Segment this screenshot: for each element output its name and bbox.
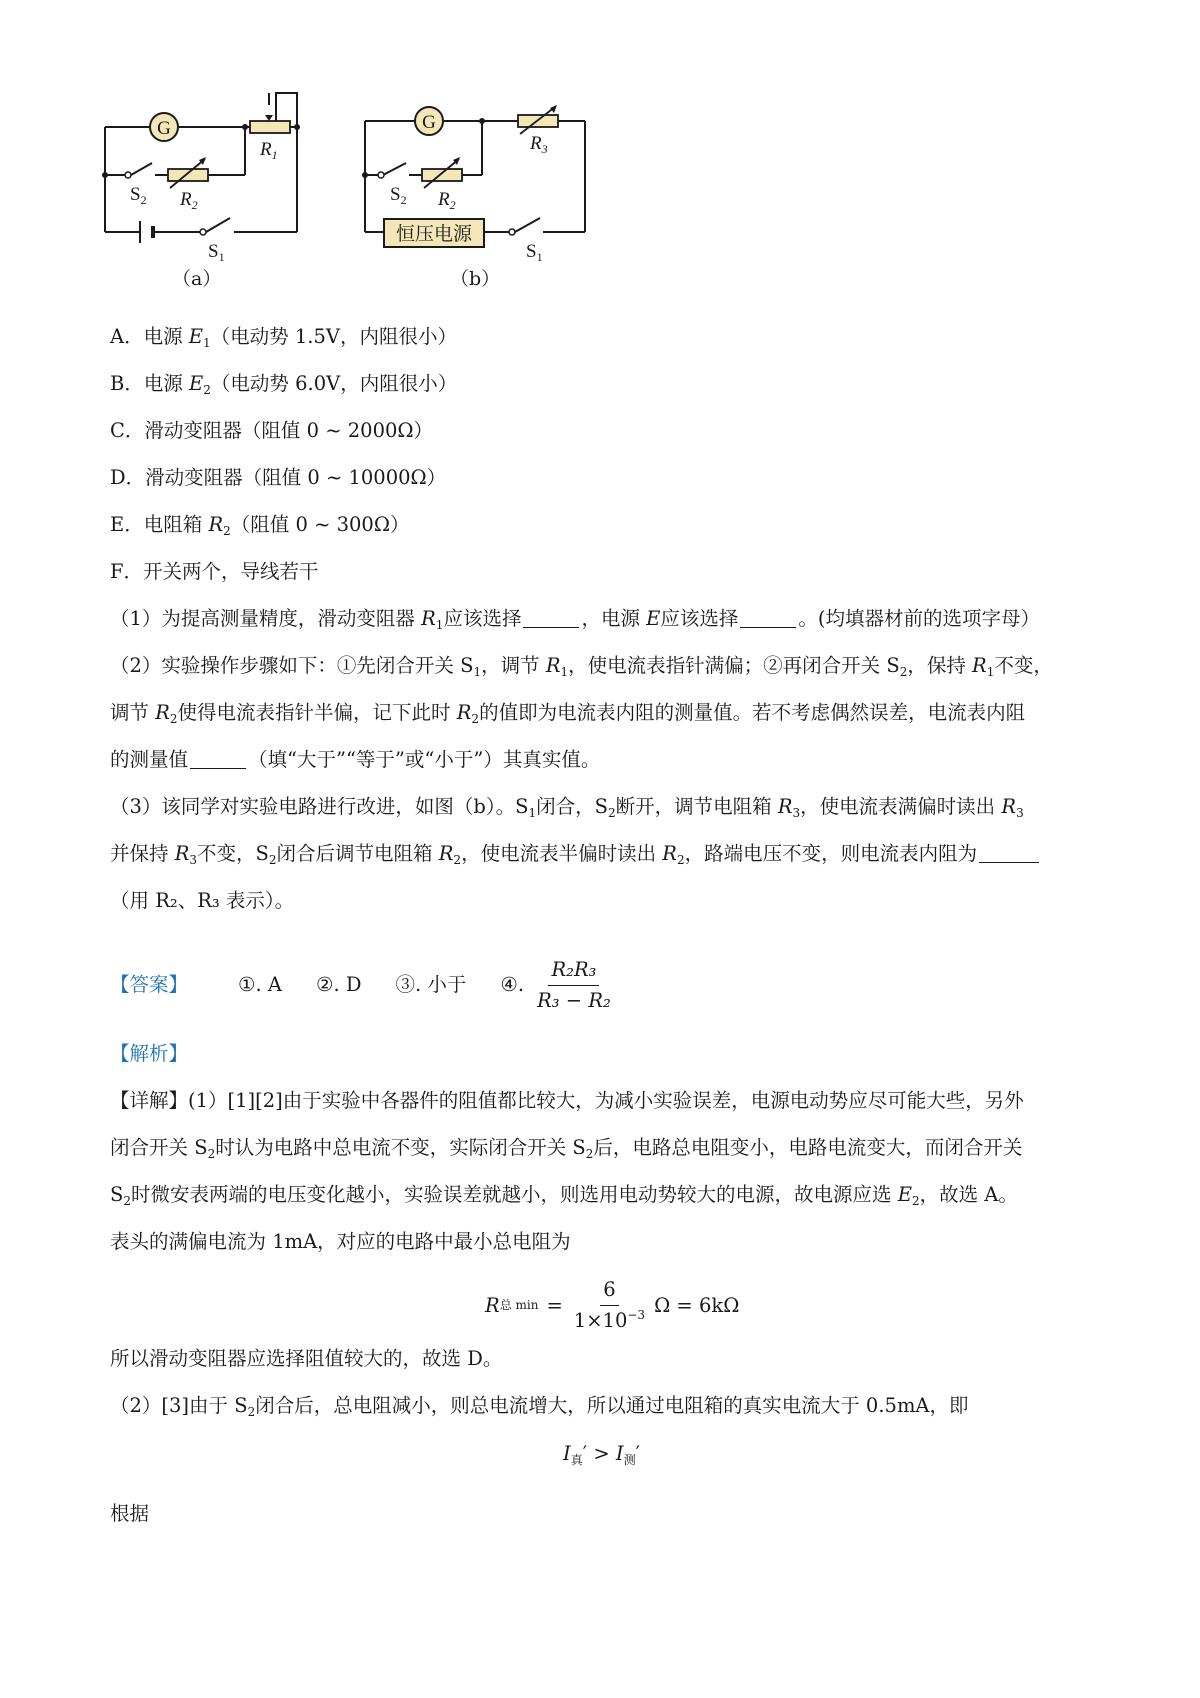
answer-4: ④. [500, 973, 525, 996]
label-s2-a: $S_2$ [130, 184, 147, 207]
r2-box-b-icon [422, 169, 462, 181]
question-2-line-2: 调节 $R_2$使得电流表指针半偏，记下此时 $R_2$的值即为电流表内阻的测量值。若不考虑偶然误差，电流表内阻 [110, 701, 1026, 726]
label-s2-b: $S_2$ [390, 184, 407, 207]
blank-3 [190, 748, 246, 769]
question-1: （1）为提高测量精度，滑动变阻器 $R_1$应该选择 ，电源 E应该选择 。(均填器材前的选项字母） [110, 607, 1041, 632]
svg-text:恒压电源: 恒压电源 [395, 223, 473, 245]
r2-box-a-icon [168, 169, 208, 181]
label-r3-b: $R_3$ [530, 133, 548, 156]
blank-4 [979, 842, 1039, 863]
analysis-line-2: 闭合开关 $S_2$时认为电路中总电流不变，实际闭合开关 $S_2$后，电路总电阻变小，电路电流变大，而闭合开关 [110, 1136, 1023, 1161]
equation-current-inequality: $I_真' > I_测'$ [563, 1442, 641, 1467]
constant-voltage-source-box [384, 219, 484, 247]
answer-4-fraction: $\frac{\text{R₂R₃}}{\text{R₃ − R₂}}$ [537, 957, 611, 1012]
option-d: D．滑动变阻器（阻值 0 ~ 10000Ω） [110, 466, 447, 489]
question-3-line-2: 并保持 $R_3$不变，$S_2$闭合后调节电阻箱 $R_2$，使电流表半偏时读出 $R_2$，路端电压不变，则电流表内阻为 [110, 840, 1041, 868]
label-r2-a: $R_2$ [180, 189, 198, 212]
option-a: A．电源 $E_1$（电动势 1.5V，内阻很小） [110, 325, 457, 350]
analysis-line-4: 表头的满偏电流为 1mA，对应的电路中最小总电阻为 [110, 1230, 571, 1253]
analysis-line-7: 根据 [110, 1502, 150, 1525]
label-r2-b: $R_2$ [438, 189, 456, 212]
caption-a: （a） [172, 268, 222, 290]
option-c: C．滑动变阻器（阻值 0 ~ 2000Ω） [110, 419, 434, 442]
option-f: F．开关两个，导线若干 [110, 560, 319, 583]
question-2-line-3: 的测量值 （填“大于”“等于”或“小于”）其真实值。 [110, 748, 601, 771]
option-e: E．电阻箱 $R_2$（阻值 0 ~ 300Ω） [110, 513, 410, 538]
galvanometer-a-icon [150, 113, 178, 141]
analysis-line-3: $S_2$时微安表两端的电压变化越小，实验误差就越小，则选用电动势较大的电源，故电源应选 $E_2$，故选 A。 [110, 1183, 1018, 1208]
svg-text:G: G [157, 118, 171, 139]
question-3-line-1: （3）该同学对实验电路进行改进，如图（b）。$S_1$闭合，$S_2$断开，调节电阻箱 $R_3$，使电流表满偏时读出 $R_3$ [110, 795, 1024, 820]
galvanometer-b-icon [415, 107, 443, 135]
analysis-line-1: 【详解】(1）[1][2]由于实验中各器件的阻值都比较大，为减小实验误差，电源电动势应尽可能大些，另外 [110, 1089, 1024, 1112]
answer-2: ②. D [315, 973, 362, 996]
r1-slider-a-icon [250, 121, 290, 133]
caption-b: （b） [450, 268, 501, 290]
blank-1 [523, 607, 579, 628]
analysis-line-5: 所以滑动变阻器应选择阻值较大的，故选 D。 [110, 1347, 503, 1370]
label-s1-a: $S_1$ [208, 241, 225, 264]
analysis-label: 【解析】 [110, 1042, 189, 1065]
analysis-line-6: （2）[3]由于 $S_2$闭合后，总电阻减小，则总电流增大，所以通过电阻箱的真实电流大于 0.5mA，即 [110, 1394, 969, 1419]
blank-2 [740, 607, 796, 628]
equation-min-resistance: R 总 min = $\frac{6}{1\times 10^{-3}}$ Ω = 6kΩ [485, 1277, 740, 1332]
label-s1-b: $S_1$ [526, 241, 543, 264]
option-b: B．电源 $E_2$（电动势 6.0V，内阻很小） [110, 372, 458, 397]
answer-3: ③. 小于 [395, 973, 467, 996]
question-2-line-1: （2）实验操作步骤如下：①先闭合开关 $S_1$，调节 $R_1$，使电流表指针满偏；②再闭合开关 $S_2$，保持 $R_1$不变， [110, 654, 1053, 679]
circuit-figure [100, 85, 660, 315]
answer-1: ①. A [238, 973, 282, 996]
label-r1-a: $R_1$ [260, 139, 278, 162]
question-3-line-3: （用 R₂、R₃ 表示）。 [110, 889, 295, 912]
answer-label: 【答案】 [110, 973, 189, 996]
answer-row [110, 955, 614, 1015]
svg-text:G: G [422, 112, 436, 133]
